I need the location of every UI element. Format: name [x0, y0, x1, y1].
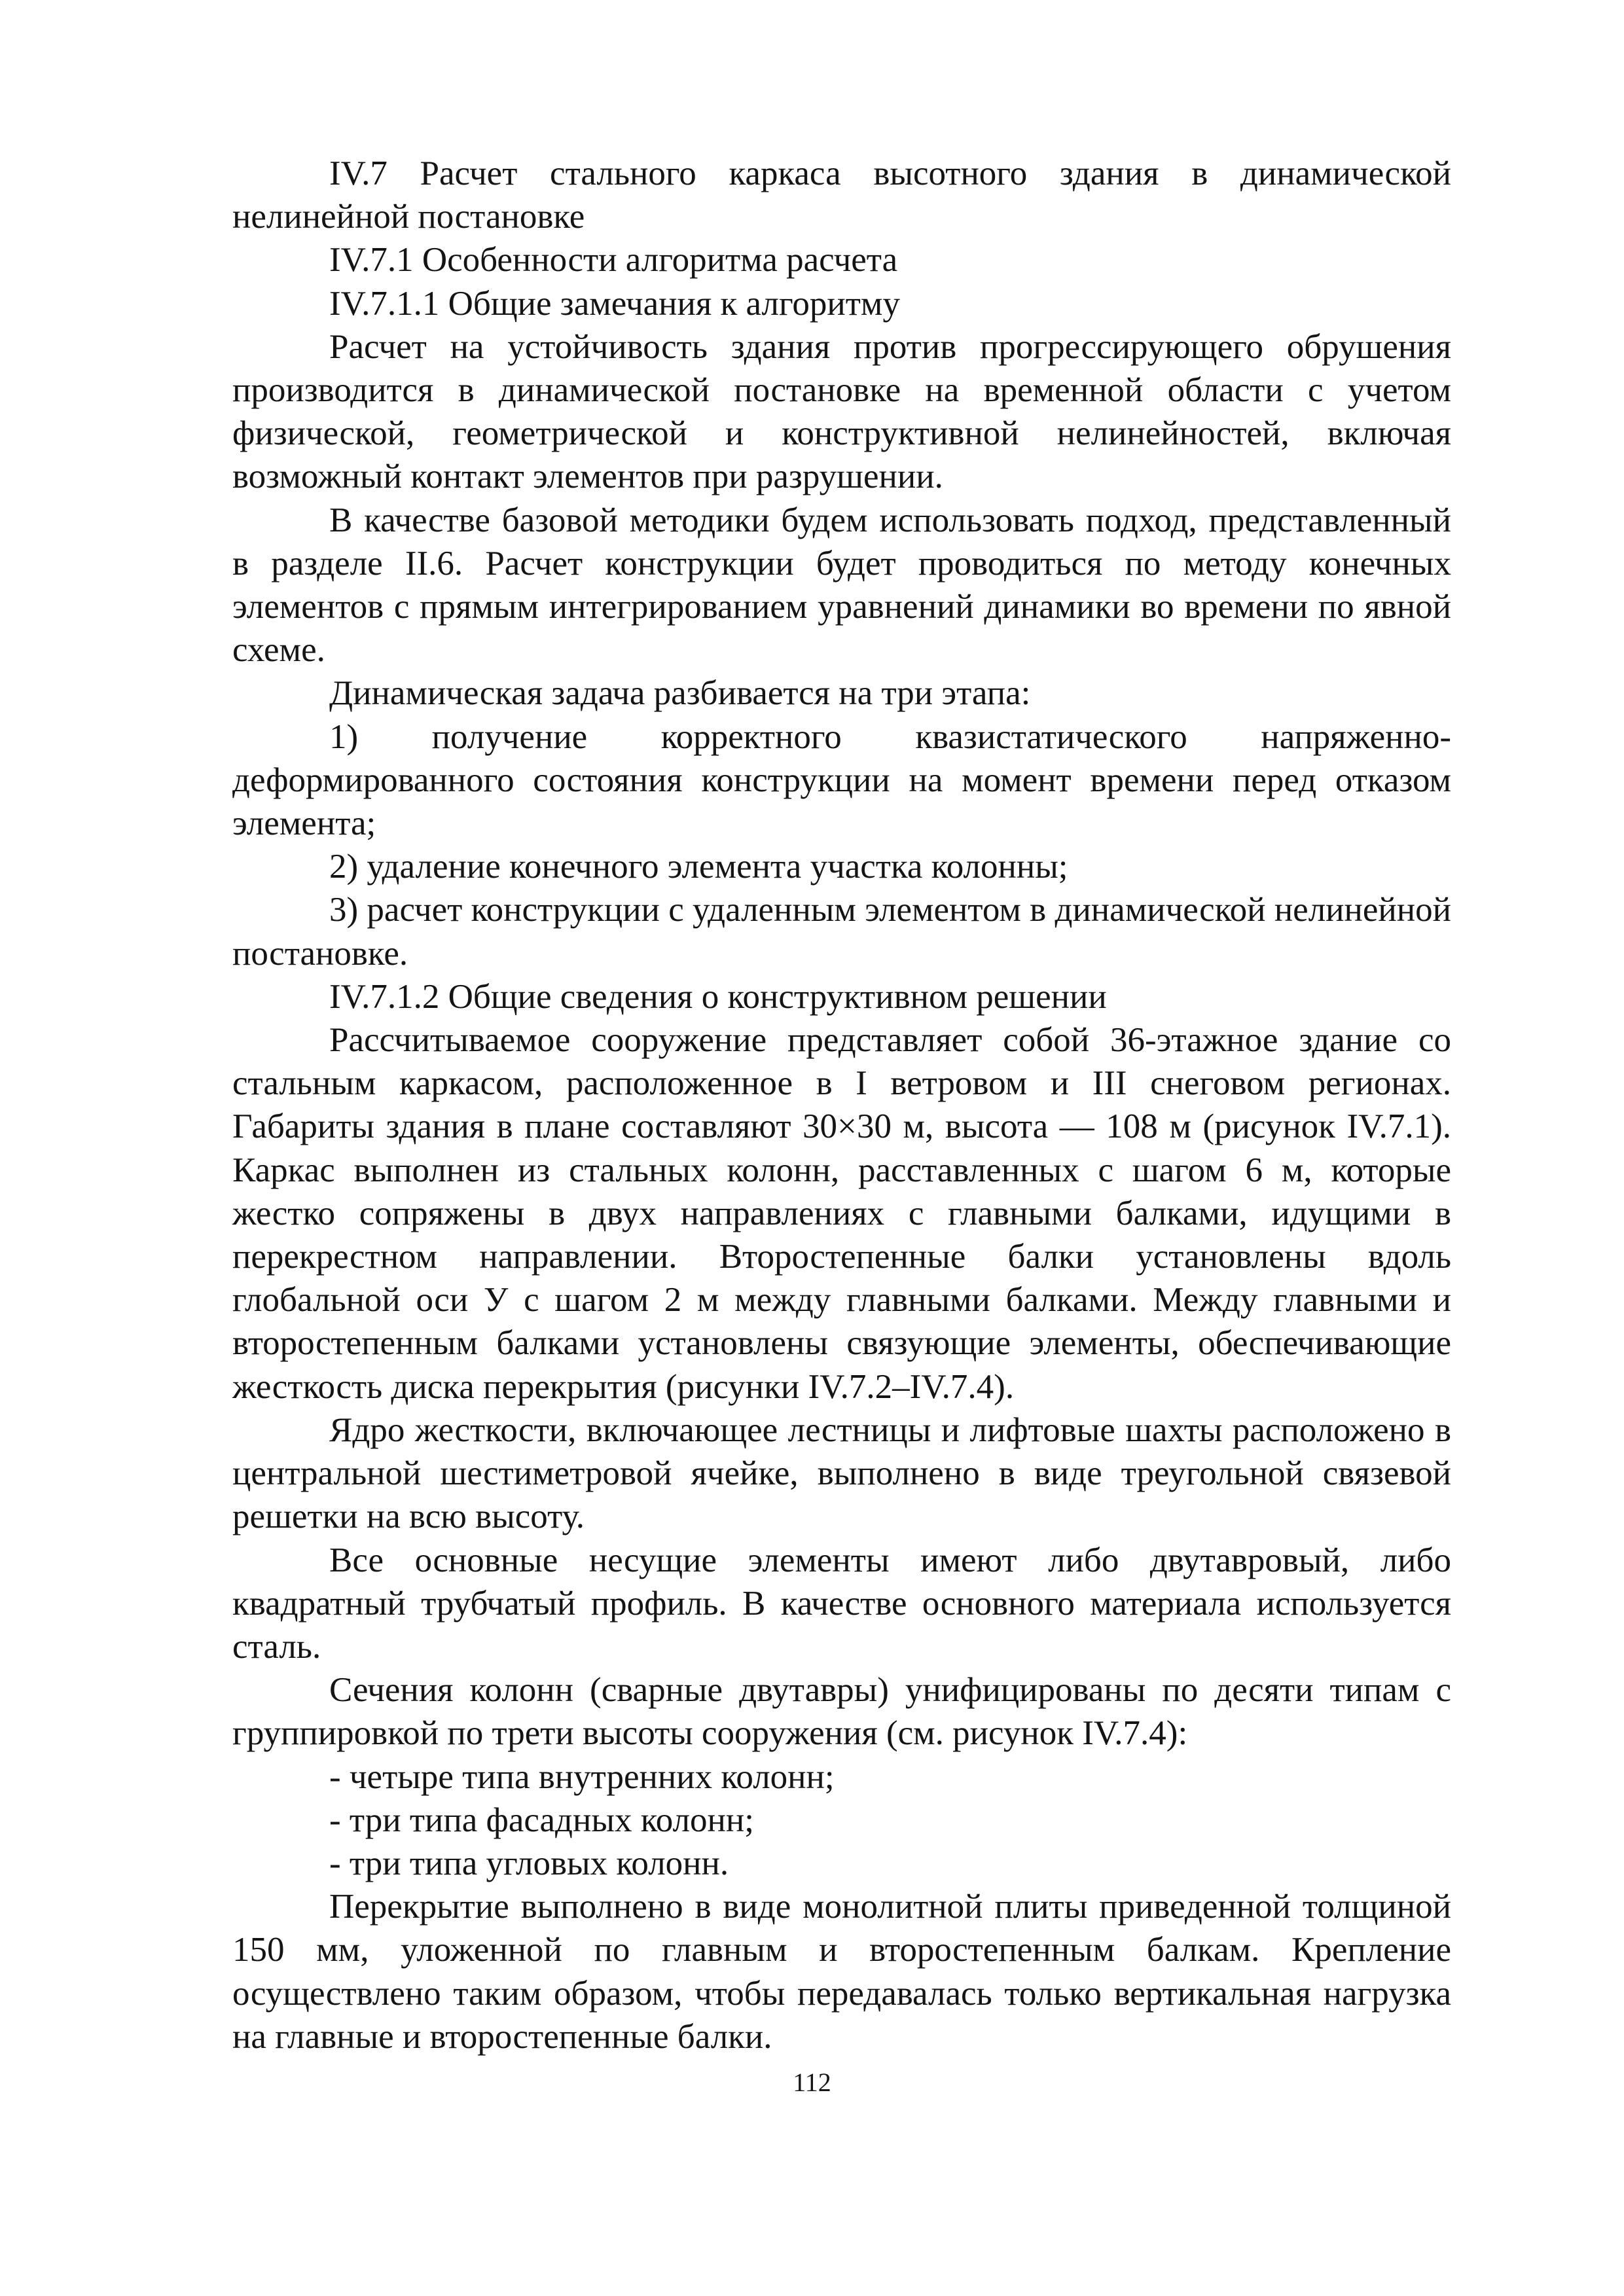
- paragraph: Перекрытие выполнено в виде монолитной плиты приведенной толщиной 150 мм, уложенной по главным и второстепенным балкам. Крепление осуществлено таким образом, чтобы передавалась только вертикальная нагрузка на главные и второстепенные балки.: [232, 1888, 1451, 2056]
- column-type-list-item: - три типа угловых колонн.: [329, 1844, 729, 1882]
- stage-list-item: 1) получение корректного квазистатического напряженно-деформированного состояния конструкции на момент времени перед отказом элемента;: [232, 717, 1451, 843]
- stage-list-item: 2) удаление конечного элемента участка колонны;: [329, 848, 1068, 886]
- stage-list-item: 3) расчет конструкции с удаленным элементом в динамической нелинейной постановке.: [232, 891, 1451, 973]
- column-type-list-item: - четыре типа внутренних колонн;: [329, 1757, 835, 1796]
- subsection-heading-iv-7-1: IV.7.1 Особенности алгоритма расчета: [329, 241, 898, 279]
- body-text: [232, 152, 1451, 2058]
- paragraph: Все основные несущие элементы имеют либо двутавровый, либо квадратный трубчатый профиль. В качестве основного материала используется сталь.: [232, 1541, 1451, 1666]
- column-type-list-item: - три типа фасадных колонн;: [329, 1801, 754, 1839]
- paragraph: Расчет на устойчивость здания против прогрессирующего обрушения производится в динамической постановке на временной области с учетом физической, геометрической и конструктивной нелинейностей, включая возможный контакт элементов при разрушении.: [232, 327, 1451, 496]
- paragraph: Сечения колонн (сварные двутавры) унифицированы по десяти типам с группировкой по трети высоты сооружения (см. рисунок IV.7.4):: [232, 1671, 1451, 1753]
- subsection-heading-iv-7-1-1: IV.7.1.1 Общие замечания к алгоритму: [329, 284, 900, 323]
- section-heading-iv-7: IV.7 Расчет стального каркаса высотного здания в динамической нелинейной постановке: [232, 154, 1451, 236]
- page-number: 112: [793, 2068, 831, 2097]
- paragraph: Рассчитываемое сооружение представляет собой 36-этажное здание со стальным каркасом, расположенное в I ветровом и III снеговом регионах. Габариты здания в плане составляют 30×30 м, высота — 108 м (рисунок IV.7.1). Каркас выполнен из стальных колонн, расставленных с шагом 6 м, которые жестко сопряжены в двух направлениях с главными балками, идущими в перекрестном направлении. Второстепенные балки установлены вдоль глобальной оси У с шагом 2 м между главными балками. Между главными и второстепенным балками установлены связующие элементы, обеспечивающие жесткость диска перекрытия (рисунки IV.7.2–IV.7.4).: [232, 1021, 1451, 1406]
- paragraph: В качестве базовой методики будем использовать подход, представленный в разделе II.6. Расчет конструкции будет проводиться по методу конечных элементов с прямым интегрированием уравнений динамики во времени по явной схеме.: [232, 501, 1451, 670]
- subsection-heading-iv-7-1-2: IV.7.1.2 Общие сведения о конструктивном решении: [329, 977, 1107, 1016]
- paragraph: Ядро жесткости, включающее лестницы и лифтовые шахты расположено в центральной шестиметровой ячейке, выполнено в виде треугольной связевой решетки на всю высоту.: [232, 1410, 1451, 1536]
- paragraph: Динамическая задача разбивается на три этапа:: [329, 674, 1031, 713]
